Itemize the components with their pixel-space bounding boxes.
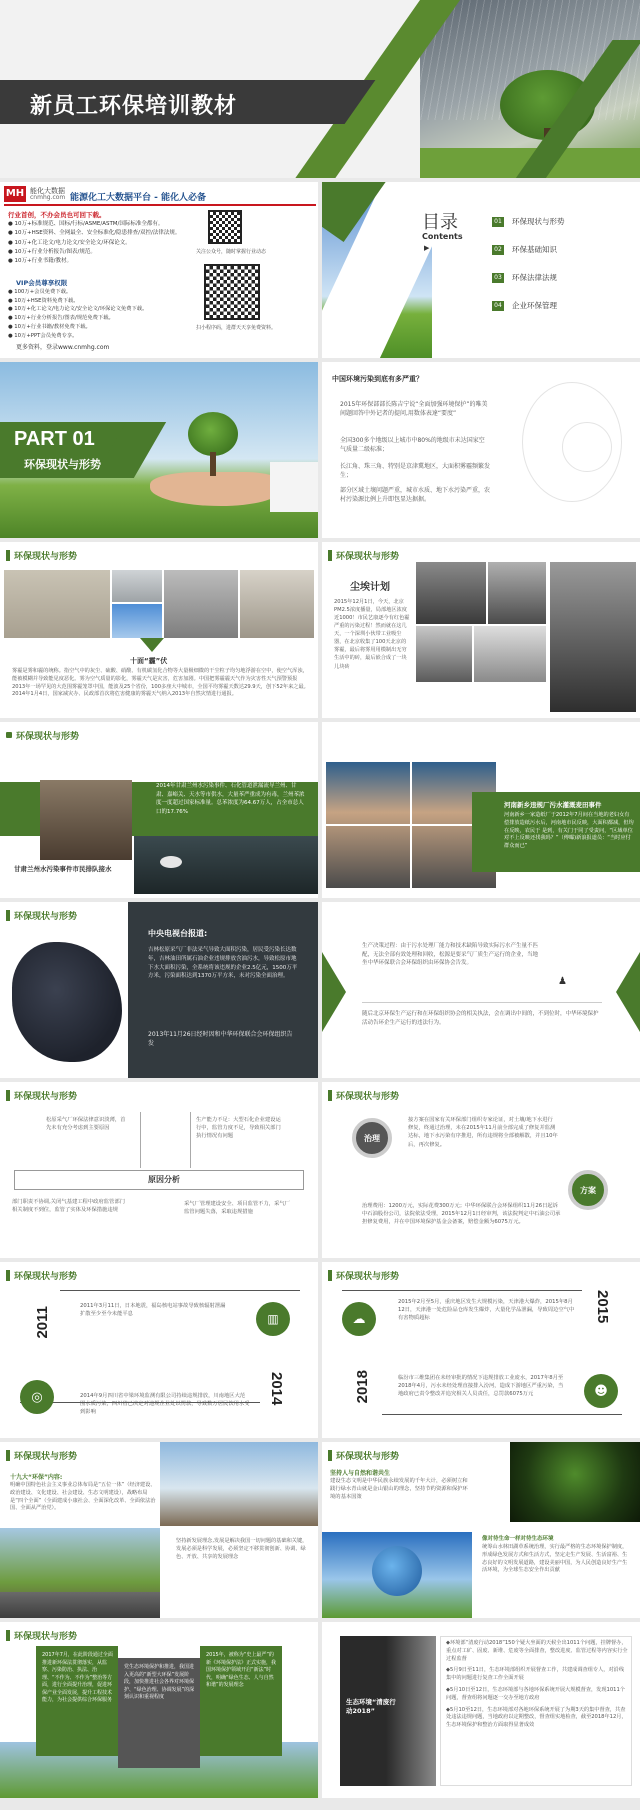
presentation-title: 新员工环保培训教材 xyxy=(30,94,238,119)
ad-feature-item: ● 10万+化工论文/电力论文/安全论文/环保论文。 xyxy=(8,239,131,246)
tree-canopy xyxy=(188,412,238,456)
ad-rule xyxy=(4,204,316,206)
slide-header xyxy=(6,1628,77,1642)
right-wedge xyxy=(616,952,640,1032)
toc-item[interactable] xyxy=(492,216,632,227)
header-marker xyxy=(6,1630,10,1641)
slum-photo xyxy=(0,1592,160,1618)
cctv-slide xyxy=(0,902,318,1078)
ad-feature-item: ● 10万+标准规范、国标/行标/ASME/ASTM/国际标准全都有。 xyxy=(8,221,164,227)
haze-caption: 十面“霾”伏 xyxy=(130,657,168,665)
tree-photo xyxy=(510,1442,640,1522)
header-label: 环保现状与形势 xyxy=(14,1271,78,1282)
slide-header xyxy=(328,548,399,562)
ad-feature-list xyxy=(8,220,198,267)
green-slide xyxy=(322,1442,640,1618)
green-title1: 坚持人与自然和谐共生 xyxy=(330,1470,391,1477)
pollution-p1: 2015年环保部部长陈吉宁说“全面加强环境保护”的唯美间题回答中外记者的提问,用数体表達“要度” xyxy=(340,401,488,418)
haze-slide xyxy=(0,542,318,718)
water-slide xyxy=(0,722,318,898)
brand-name: 能化大数据 xyxy=(30,187,65,195)
dust-photo-1 xyxy=(416,562,486,624)
cause-title: 原因分析 xyxy=(148,1175,180,1184)
qr-code-miniapp xyxy=(204,264,260,320)
toc-item[interactable] xyxy=(492,272,632,283)
header-marker xyxy=(6,732,12,738)
treat-slide xyxy=(322,1082,640,1258)
brain-icon: ☻ xyxy=(584,1374,618,1408)
treat-body1: 接方案在国家有关环保部门组织专家论证，对土壤/地下水进行修复，终通过治理，未在2015年11月前全部完成了修复并监测达标，地下水污染有序推进，所有违规将全部被解散，并且10年后，再次修复。 xyxy=(408,1117,558,1148)
pollution-p2: 全国300多个地级以上城市中80%的地级市未达国家空气质量二级标准； xyxy=(340,437,485,454)
toc-arrow-icon: ▶ xyxy=(424,244,430,252)
action-bullet: ◆5月9日至11日，生态环境部组织开展督查工作，共建成调查组专人，对沿线集中的问题进行复查工作全面开展 xyxy=(446,1667,625,1682)
caption-marker xyxy=(140,638,164,652)
toc-item-label: 环保现状与形势 xyxy=(512,217,565,226)
toc-title: 目录 xyxy=(422,212,458,233)
header-label: 环保现状与形势 xyxy=(14,1091,78,1102)
duck-shape xyxy=(160,856,182,868)
part-title: 环保现状与形势 xyxy=(24,458,101,471)
treat-body2: 治理费用：1200万元，实际花费300万元；中华环保联合会环保组织11月26日起诉中石油股份公司，法院依法受理，2015年12月1日经审判，该法院判定中石油公司承担修复费用，并在中国环境保护基金会备案，赔偿金额为6075万元。 xyxy=(362,1203,561,1226)
vip-item: ● 10万+行业书籍/教材免费下载。 xyxy=(8,323,91,330)
title-slide xyxy=(0,0,640,178)
green-body1: 建设生态文明是中华民族永续发展的千年大计，必须树立和践行绿水青山就是金山银山的理念，坚持节约资源和保护环境的基本国策 xyxy=(330,1478,468,1500)
dust-slide xyxy=(322,542,640,718)
slide-header xyxy=(6,728,79,742)
column-1-text: 2017年7月，在此阶段通过全面推进新环保法贯彻落实，从监察、污染防治、执法、治理、“不作为、不作为”整治等方面，进行全面提升治理，促进环保产业全面发展，提升工程技术能力，为社会提供综合环保服务 xyxy=(42,1652,113,1703)
chart-icon: ▥ xyxy=(256,1302,290,1336)
vip-item: ● 10万+HSE资料免费下载。 xyxy=(8,297,79,304)
qr1-caption: 关注公众号，随时掌握行业动态 xyxy=(196,249,267,255)
henan-slide xyxy=(322,722,640,898)
toc-item-number: 01 xyxy=(492,217,504,227)
cctv-label1: 生产决策过程：由于污水处理厂能力和技术缺陷导致实际污水产生量不匹配，无法全部有效处理和回收，松源是要采气厂质生产运行的企业，当地坐中华环保联合会环保组织由环保协会告发。 xyxy=(362,943,539,967)
dust-title: 尘埃计划 xyxy=(350,582,390,593)
eco-title: 十九大“环保”内容: xyxy=(10,1474,63,1481)
cause-1: 松原采气厂环保法律意识淡薄，首先未有充分考虑到主要原因 xyxy=(46,1117,126,1132)
header-label: 环保现状与形势 xyxy=(336,1451,400,1462)
ad-slide xyxy=(0,182,318,358)
column-3-text: 2015年，被称为“史上最严”的新《环境保护法》正式实施，我国环境保护领域开启“新法”时代，明确“绿色生态、人与自然和谐”的发展理念 xyxy=(206,1652,277,1688)
pollution-title: 中国环境污染到底有多严重？ xyxy=(332,375,423,383)
vip-title: VIP会员尊享权限 xyxy=(16,279,68,287)
header-marker xyxy=(328,1450,332,1461)
slide-header xyxy=(6,908,77,922)
year-2018: 2018 xyxy=(354,1370,371,1404)
toc-item-label: 环保基础知识 xyxy=(512,245,557,254)
header-marker xyxy=(6,550,10,561)
slide-header xyxy=(328,1268,399,1282)
cctv-body: 吉林松原采气厂非法采气导致大面积污染，居民受污染长达数年，吉林油田所属石油企业违规排放含油污水，导致松原市地下水大面积污染，全系统将该违规的企业2.5亿元，1500万平方米，污染面积达到1370万平方米，未对污染全面治理。 xyxy=(148,947,298,980)
qr-code-wechat xyxy=(208,210,242,244)
pollution-slide xyxy=(322,362,640,538)
part-slide xyxy=(0,362,318,538)
pollution-p3: 长江角、珠三角、特别是京津冀地区，大面积雾霾频繁发生； xyxy=(340,463,491,480)
target-icon: ◎ xyxy=(20,1380,54,1414)
cctv-body2: 2013年11月26日经时因和中华环保联合会环保组织告发 xyxy=(148,1031,293,1048)
dust-body: 2015年12月1日，今天，北京PM2.5浓度播量，局部地区浓度近1000！市民艺康逐今有红色霾严重的污染过程！然而就在这几天，一个深圳小伙带工业吸尘器，在北京收集了100天北京的雾霾，最后将雾用用模制出无穷生活中的砖，最后嵌合成了一块儿块砖 xyxy=(334,599,410,670)
vip-item: ● 10万+化工论文/电力论文/安全论文/环保论文免费下载。 xyxy=(8,306,148,313)
timeline-line-bottom xyxy=(382,1414,622,1415)
year-2014: 2014 xyxy=(268,1372,285,1406)
timeline2-t1: 2015年2月至5月，重庆地区发生大规模污染，天津港大爆炸，2015年8月12日，天津港一处危险品仓库发生爆炸，大量化学品泄漏，导致周边空气中有害物质超标 xyxy=(398,1299,575,1322)
action-bullet: ◆环境部“清废行动2018”150个疑大坐面的天候全出1011个问题，挂牌督办，重点对工矿、固废、新堆、危废等全面排查，整改进度、监管过程等内容实行全过程监督 xyxy=(446,1640,628,1662)
haze-photo-5 xyxy=(240,570,314,638)
action-bullet: ◆5月10日至12日，生态环境部与各地环保系统开展大规模督查，发现1011个问题，督查组将问题逐一交办至地方政府 xyxy=(446,1686,625,1701)
haze-body: 雾霾是雾和霾的统称。指空气中的灰尘、硫酸、硝酸、有机碳氢化合物等大量极细微的干尘粒子均匀地浮游在空中，使空气浑浊，能被模糊并导致能见度恶化。雾为空气质量的影化，雾霾天气是灾害，危害加剧。中国把雾霾霾天气作为灾害性天气预警预报2013年一场罕见的大范围雾霾笼罩中国，能波及25个省份，100多座大中城市，全国平均雾霾天数达29.9天，创下52年来之最。2014年1月4日，国家减灾办、民政部首次将危害健康的雾霾天气纳入2013年自然灾情进行通报。 xyxy=(12,668,309,698)
year-2015: 2015 xyxy=(594,1290,611,1324)
connector-2 xyxy=(190,1112,191,1168)
timeline-line-top xyxy=(60,1290,300,1291)
eco-slide xyxy=(0,1442,318,1618)
ad-footer[interactable]: 更多资料，登录www.cnmhg.com xyxy=(16,344,110,351)
header-marker xyxy=(6,1450,10,1461)
toc-subtitle: Contents xyxy=(422,232,463,241)
slide-header xyxy=(6,1268,77,1282)
pollution-p4: 部分区域土壤问题严重，城市水质、地下水污染严重，农村污染源比例上升即包显达据据。 xyxy=(340,487,491,504)
queue-photo xyxy=(40,780,132,860)
eco-body1: 明确中国特色社会主义事业总体布局是“五位一体”（经济建设、政治建设、文化建设、社会建设、生态文明建设），战略布局是“四个全面”（全面建成小康社会、全面深化改革、全面依法治国、全面从严治党）。 xyxy=(10,1482,156,1512)
header-marker xyxy=(6,1090,10,1101)
cloud-icon: ☁ xyxy=(342,1302,376,1336)
qr2-caption: 扫小程序码，进群天天享免费资料。 xyxy=(196,325,277,331)
dust-photo-4 xyxy=(474,626,546,682)
cctv-title: 中央电视台报道: xyxy=(148,929,208,938)
oil-spill-shape xyxy=(12,942,122,1062)
toc-list xyxy=(492,216,632,328)
slide-header xyxy=(6,1088,77,1102)
haze-photo-3 xyxy=(112,604,162,638)
connector-1 xyxy=(140,1112,141,1168)
ad-feature-item: ● 10万+行业分析报告/图表/规范。 xyxy=(8,249,96,256)
plan-badge: 方案 xyxy=(568,1170,608,1210)
ad-headline: 能源化工大数据平台 - 能化人必备 xyxy=(70,193,207,203)
cause-4: 采气厂管理建设安全、项目监管不力，采气厂监管问题失落，采取违规措施 xyxy=(184,1201,290,1216)
vip-item: ● 10万+行业分析报告/图表/规范免费下载。 xyxy=(8,315,114,322)
vip-item: ● 100万+会员免费下载。 xyxy=(8,289,72,295)
timeline-line-top xyxy=(342,1290,582,1291)
divider-line xyxy=(362,1002,602,1003)
column-2-text: 党生态环境保护和推进，我国进入更高的“新型大环保”发展阶段，加快推进社会各界对环境保护、“绿色治理、协调发展”的深刻认识和重视程度 xyxy=(124,1664,195,1700)
water-body: 2014年甘肃兰州水污染事件、石化管道泄漏流导兰州、甘肃、嘉峪关、天水等市供水，大量苯严重成为有毒，兰州苯浓度一度超过国家标准量。总苯浓度为64.67万人，占全市总人口的17.76% xyxy=(156,783,305,815)
timeline2-slide xyxy=(322,1262,640,1438)
header-label: 环保现状与形势 xyxy=(336,551,400,562)
brand-domain: cnmhg.com xyxy=(30,194,66,201)
cctv-label2: 随后北京环保生产运行和在环保组织协会的相关执法，会在调出中间的，不到位时，中华环境保护活动告环企生产运行的违法行为。 xyxy=(362,1011,599,1026)
slide-header xyxy=(328,1448,399,1462)
header-marker xyxy=(328,1090,332,1101)
vip-list xyxy=(8,288,198,340)
timeline1-t1: 2011年3月11日，日本地震，福岛核电站事故导致核辐射泄漏扩散至少至今未能平息 xyxy=(80,1303,226,1318)
toc-item-number: 02 xyxy=(492,245,504,255)
slide-header xyxy=(6,548,77,562)
queue-caption: 甘肃兰州水污染事件市民排队接水 xyxy=(14,865,112,873)
person-icon: ♟ xyxy=(558,976,567,987)
header-label: 环保现状与形势 xyxy=(16,731,80,742)
header-marker xyxy=(328,550,332,561)
green-body2: 统筹山水林田湖草系统治理，实行最严格的生态环境保护制度，形成绿色发展方式和生活方式，坚定走生产发展、生活富裕、生态良好的文明发展道路，建设美丽中国，为人民创造良好生产生活环境，为全球生态安全作出贡献 xyxy=(482,1544,628,1574)
great-wall-photo xyxy=(160,1442,318,1526)
action-slide xyxy=(322,1622,640,1798)
header-marker xyxy=(6,910,10,921)
green-title2: 像对待生命一样对待生态环境 xyxy=(482,1536,554,1542)
dust-photo-3 xyxy=(416,626,472,682)
toc-item[interactable] xyxy=(492,244,632,255)
treat-badge: 治理 xyxy=(352,1118,392,1158)
tv-divider-v xyxy=(410,762,412,888)
action-bullets xyxy=(446,1640,628,1734)
ad-feature-item: ● 10万+行业书籍/教材。 xyxy=(8,258,73,265)
toc-slide xyxy=(322,182,640,358)
henan-body: 河南新乡一家造纸厂于2012年7月间在当地的老妇女有偿排放造纸污水后，河南地市民反映，大面积都减，但均在反映，农民于 是到，有关门于同了受责问，“区域单位对不上反映还找我吗？”（傅曝)新浪报道员：“当时应付群众而已” xyxy=(504,812,634,850)
timeline1-t2: 2014年9月四川省中梁环境监测有限公司持续违规排放，川南地区大范围水质污染，四川省已决定对违规企业处以罚款，导致数万居民饮用水受到影响 xyxy=(80,1393,250,1416)
slide-header xyxy=(6,1448,77,1462)
header-label: 环保现状与形势 xyxy=(336,1271,400,1282)
left-wedge xyxy=(322,952,346,1032)
header-marker xyxy=(6,1270,10,1281)
bubble-decoration-2 xyxy=(562,422,612,472)
toc-item[interactable] xyxy=(492,300,632,311)
ad-feature-item: ● 10万+HSE资料、全网最全、安全标准化/隐患排查/双控/法律法规。 xyxy=(8,230,181,237)
cause-3: 部门职责不协调,关闭气基建工程中政府监管部门相关制度不到位，监管了实体及环保措施违规 xyxy=(12,1199,125,1214)
sleeve xyxy=(270,462,318,512)
header-label: 环保现状与形势 xyxy=(336,1091,400,1102)
hand-shape xyxy=(150,472,280,506)
timeline1-slide xyxy=(0,1262,318,1438)
toc-item-label: 环保法律法规 xyxy=(512,273,557,282)
year-2011: 2011 xyxy=(34,1306,51,1339)
toc-item-number: 04 xyxy=(492,301,504,311)
header-label: 环保现状与形势 xyxy=(14,1631,78,1642)
toc-item-number: 03 xyxy=(492,273,504,283)
slide-header xyxy=(328,1088,399,1102)
ad-tagline: 行业首创，不办会员也可回下载。 xyxy=(8,211,106,219)
dust-photo-5 xyxy=(550,562,636,712)
tree-trunk xyxy=(210,452,216,476)
cause-slide xyxy=(0,1082,318,1258)
haze-photo-1 xyxy=(4,570,110,638)
header-label: 环保现状与形势 xyxy=(14,1451,78,1462)
timeline2-t2: 临汾市三维集团在未经审批的情况下违规排放工业废水，2017年8月至2018年4月，污水未经处理直接排入汾河，造成下游地区严重污染，当地政府已责令整改并追究相关人员责任，总罚款6075万元 xyxy=(398,1375,564,1398)
action-title: 生态环境“清废行动2018” xyxy=(346,1698,396,1716)
action-bullet: ◆5月10至12日，生态环境部对各地环保系统开展了为期3天的集中督查，共查处违法违规问题，当地政府以定期整改，督查组实地检查，截至2018年12月，生态环境保护和整治方面取得显著成效 xyxy=(446,1706,627,1729)
vip-item: ● 10万+PPT会员免费专享。 xyxy=(8,332,78,339)
henan-heading: 河南新乡违规厂污水灌溉麦田事件 xyxy=(504,801,602,809)
cause-2: 生产能力不足：大型石化企业建设运行中，监管力度不足，导致相关部门执行情况有问题 xyxy=(196,1117,281,1140)
header-label: 环保现状与形势 xyxy=(14,911,78,922)
eco-body2: 坚持新发展理念,发展是解决我国一切问题的基础和关键，发展必须是科学发展，必须坚定不移贯彻创新、协调、绿色、开放、共享的发展理念 xyxy=(176,1538,308,1560)
toc-item-label: 企业环保管理 xyxy=(512,301,557,310)
header-marker xyxy=(328,1270,332,1281)
globe-shape xyxy=(372,1546,422,1596)
haze-photo-4 xyxy=(164,570,238,638)
columns-slide xyxy=(0,1622,318,1798)
haze-photo-2 xyxy=(112,570,162,602)
logo: MH xyxy=(4,186,26,202)
part-label: PART 01 xyxy=(14,428,95,450)
header-label: 环保现状与形势 xyxy=(14,551,78,562)
dust-photo-2 xyxy=(488,562,546,624)
cctv-detail-slide xyxy=(322,902,640,1078)
